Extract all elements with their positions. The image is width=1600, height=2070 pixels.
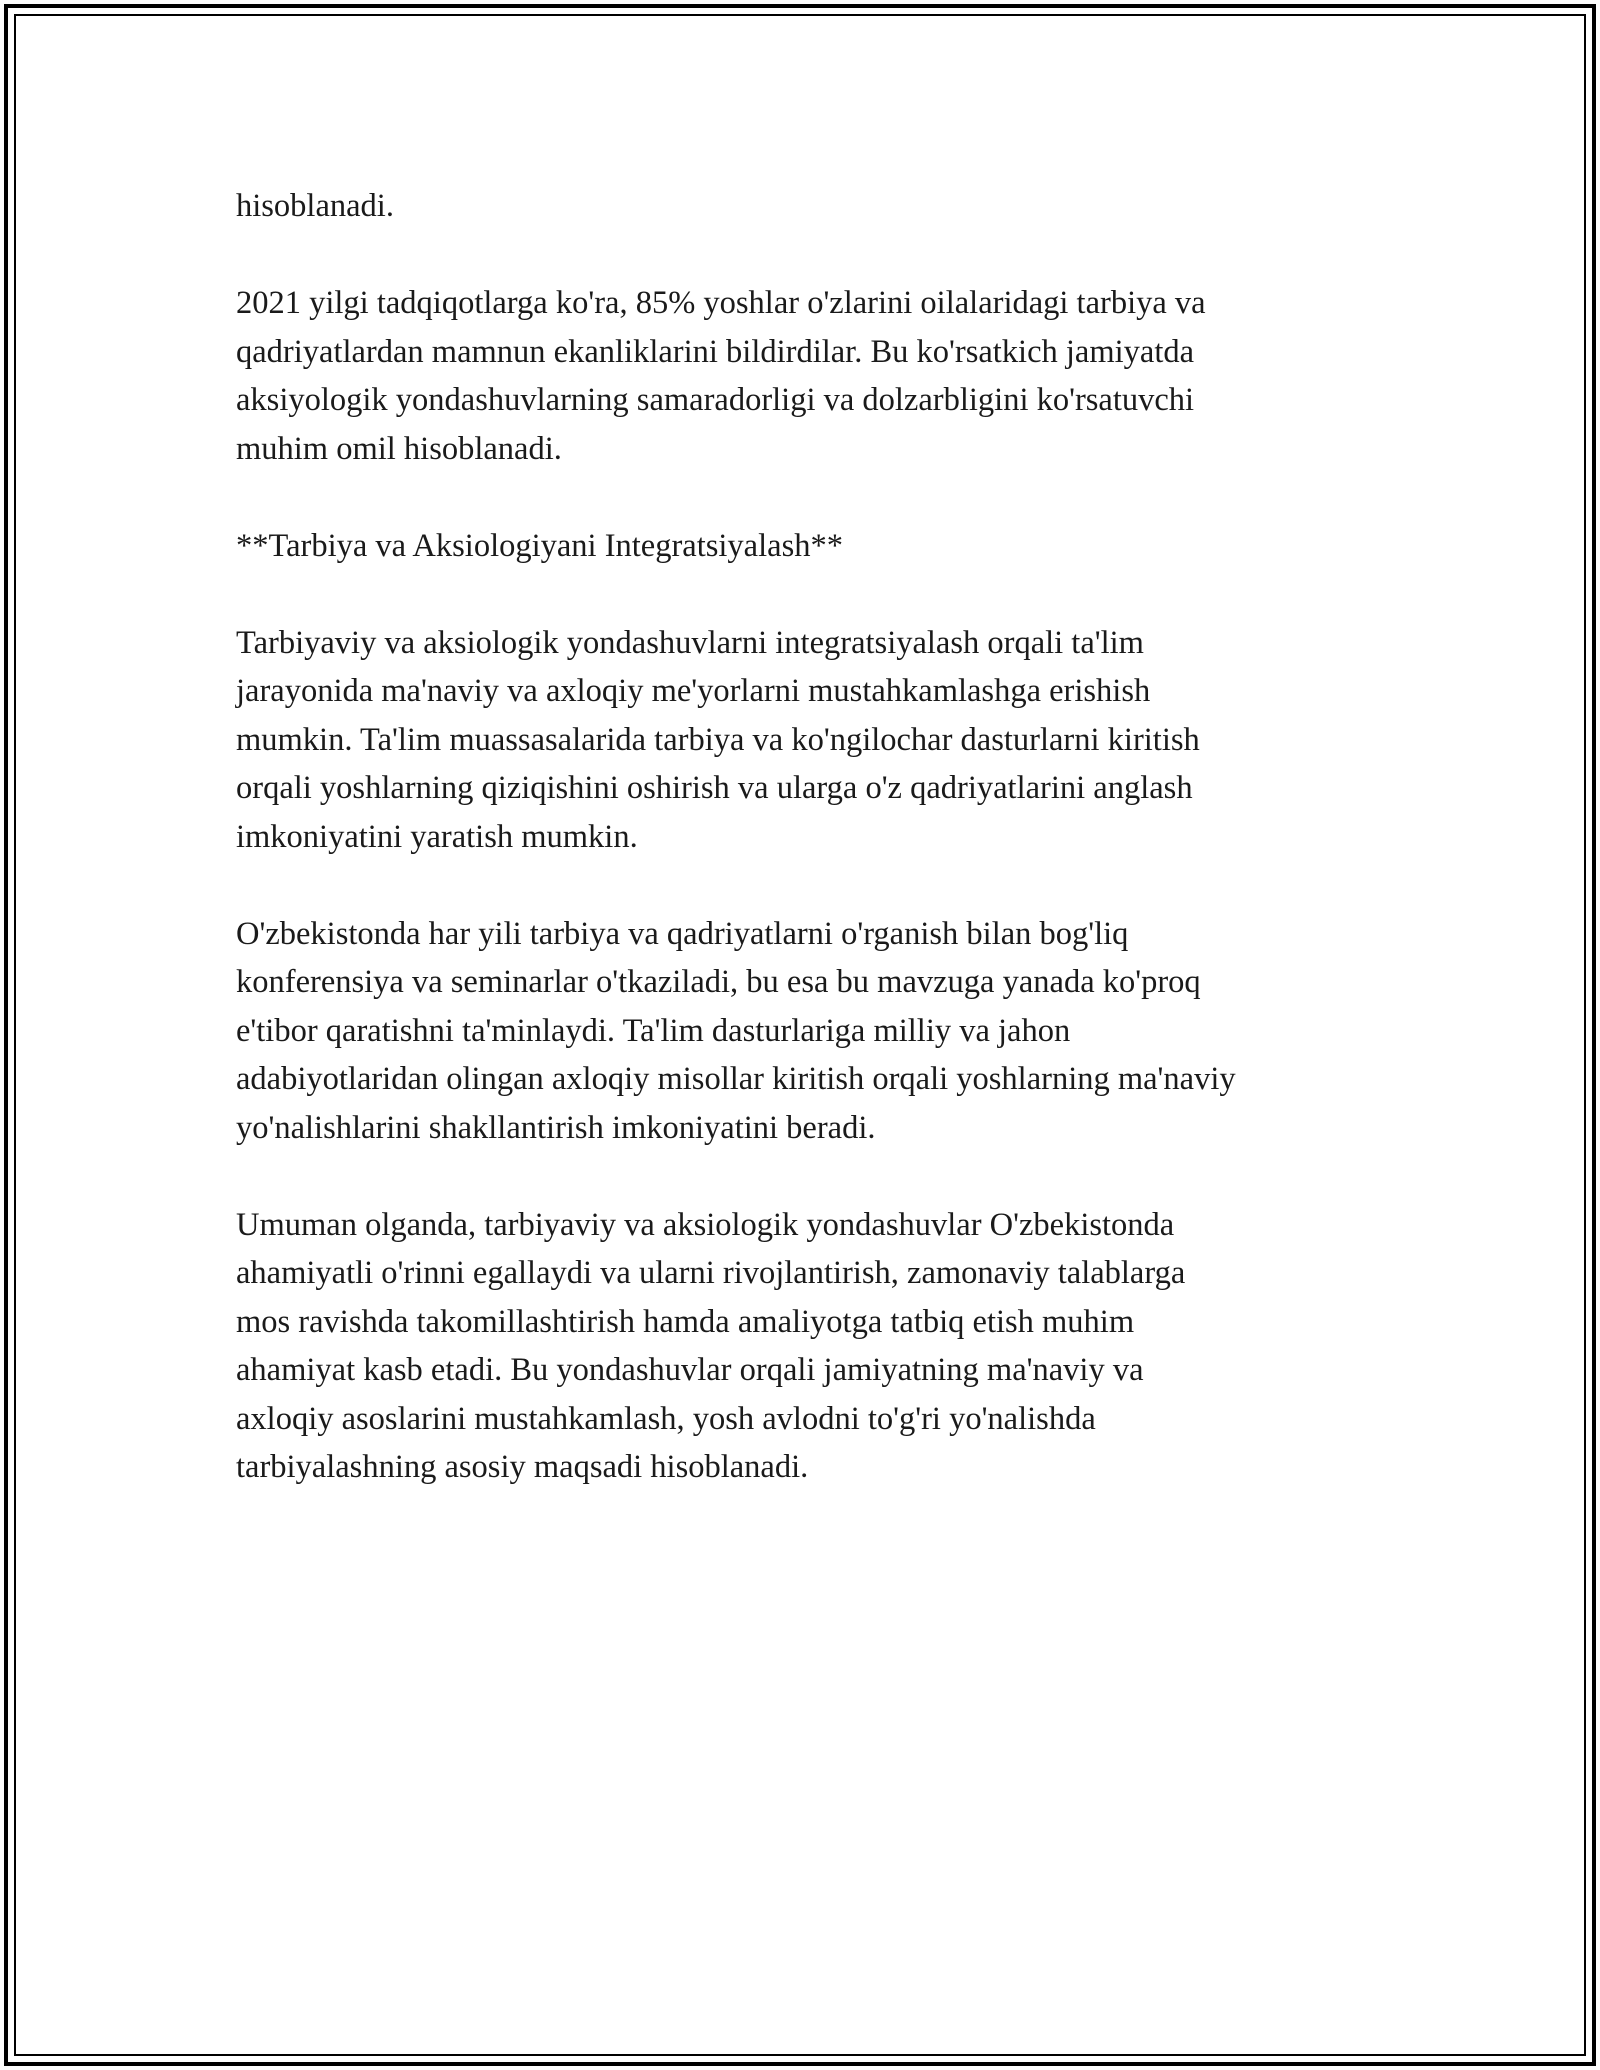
paragraph-survey-2021: 2021 yilgi tadqiqotlarga ko'ra, 85% yoshlar o'zlarini oilalaridagi tarbiya va qadriyatlardan mamnun ekanliklarini bildirdilar. Bu ko'rsatkich jamiyatda aksiyologik yondashuvlarning samaradorligi va dolzarbligini ko'rsatuvchi muhim omil hisoblanadi.	[236, 285, 1206, 467]
paragraph-conclusion: Umuman olganda, tarbiyaviy va aksiologik yondashuvlar O'zbekistonda ahamiyatli o'rinni egallaydi va ularni rivojlantirish, zamonaviy talablarga mos ravishda takomillashtirish hamda amaliyotga tatbiq etish muhim ahamiyat kasb etadi. Bu yondashuvlar orqali jamiyatning ma'naviy va axloqiy asoslarini mustahkamlash, yosh avlodni to'g'ri yo'nalishda tarbiyalashning asosiy maqsadi hisoblanadi.	[236, 1206, 1186, 1485]
section-heading: **Tarbiya va Aksiologiyani Integratsiyalash**	[236, 527, 843, 564]
document-body	[236, 182, 1416, 1540]
paragraph-integration: Tarbiyaviy va aksiologik yondashuvlarni integratsiyalash orqali ta'lim jarayonida ma'naviy va axloqiy me'yorlarni mustahkamlashga erishish mumkin. Ta'lim muassasalarida tarbiya va ko'ngilochar dasturlarni kiritish orqali yoshlarning qiziqishini oshirish va ularga o'z qadriyatlarini anglash imkoniyatini yaratish mumkin.	[236, 624, 1200, 855]
paragraph-continuation: hisoblanadi.	[236, 188, 394, 224]
paragraph-conferences: O'zbekistonda har yili tarbiya va qadriyatlarni o'rganish bilan bog'liq konferensiya va seminarlar o'tkaziladi, bu esa bu mavzuga yanada ko'proq e'tibor qaratishni ta'minlaydi. Ta'lim dasturlariga milliy va jahon adabiyotlaridan olingan axloqiy misollar kiritish orqali yoshlarning ma'naviy yo'nalishlarini shakllantirish imkoniyatini beradi.	[236, 915, 1236, 1146]
